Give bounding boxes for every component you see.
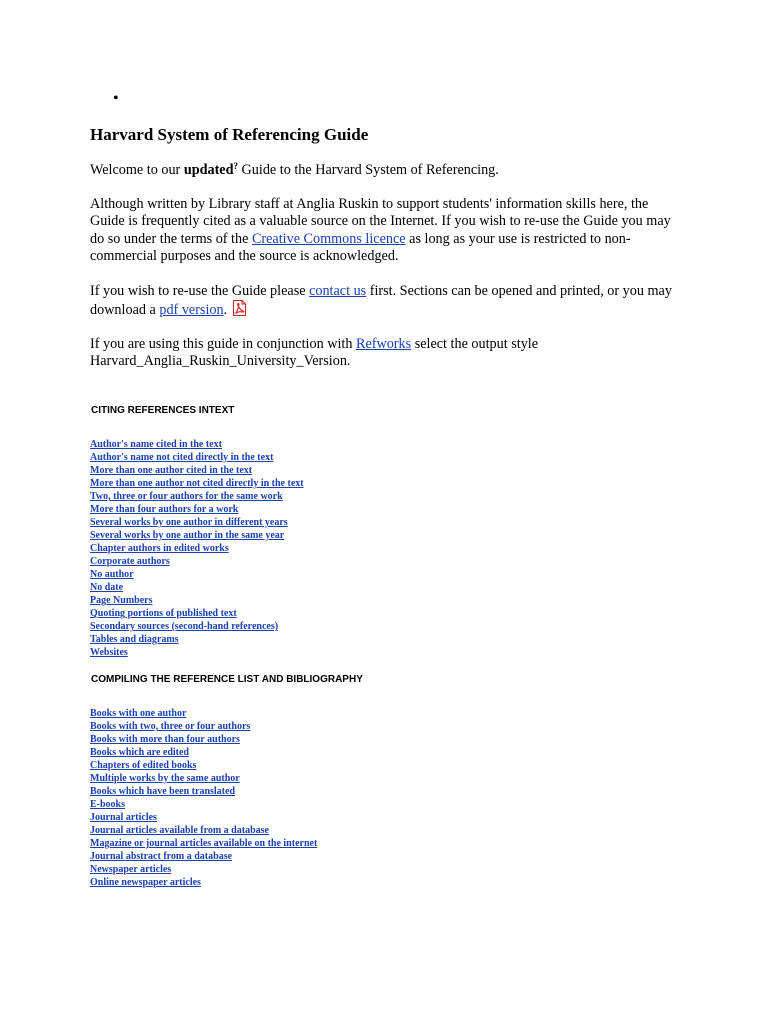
list-item: [90, 796, 317, 809]
creative-commons-link[interactable]: Creative Commons licence: [251, 230, 406, 247]
list-item: [90, 848, 317, 861]
reference-list-link[interactable]: E-books: [90, 799, 126, 810]
refworks-text-after: select the output style Harvard_Anglia_Ruskin_University_Version.: [90, 336, 539, 370]
list-item: [90, 488, 304, 501]
list-item: [90, 705, 317, 718]
pdf-version-link[interactable]: pdf version: [159, 302, 224, 319]
reference-list-link[interactable]: Books which have been translated: [90, 786, 236, 797]
citing-reference-link[interactable]: Corporate authors: [90, 556, 170, 567]
intro-paragraph: [90, 196, 686, 266]
bullet-marker: •: [113, 90, 119, 107]
intro-text-after: as long as your use is restricted to non-commercial purposes and the source is acknowledged.: [90, 230, 631, 265]
list-item: [90, 605, 304, 618]
refworks-link[interactable]: Refworks: [355, 336, 412, 352]
list-item: [90, 644, 304, 657]
reference-list-link[interactable]: Journal abstract from a database: [90, 851, 233, 862]
welcome-text-before: Welcome to our: [90, 162, 184, 178]
citing-reference-link[interactable]: Websites: [90, 647, 128, 658]
list-item: [90, 462, 304, 475]
reference-list-link[interactable]: Multiple works by the same author: [90, 773, 240, 784]
list-item: [90, 553, 304, 566]
refworks-text-before: If you are using this guide in conjunction with: [90, 336, 356, 352]
citing-reference-link[interactable]: No date: [90, 582, 124, 593]
list-item: [90, 744, 317, 757]
citing-reference-link[interactable]: More than one author cited in the text: [90, 465, 253, 476]
list-item: [90, 592, 304, 605]
reference-list-link[interactable]: Books with two, three or four authors: [90, 721, 251, 732]
list-item: [90, 618, 304, 631]
page-title: Harvard System of Referencing Guide: [90, 125, 369, 144]
citing-reference-link[interactable]: No author: [90, 569, 134, 580]
citing-reference-link[interactable]: More than one author not cited directly in the text: [90, 478, 304, 489]
updated-marker: ?: [233, 161, 238, 171]
list-item: [90, 449, 304, 462]
list-item: [90, 514, 304, 527]
pdf-file-icon[interactable]: [232, 300, 247, 321]
reference-list-links: [90, 705, 317, 887]
reference-list-heading: COMPILING THE REFERENCE LIST AND BIBLIOGRAPHY: [91, 674, 363, 685]
refworks-paragraph: [90, 336, 686, 371]
list-item: [90, 770, 317, 783]
reference-list-link[interactable]: Magazine or journal articles available on the internet: [90, 838, 318, 849]
list-item: [90, 874, 317, 887]
list-item: [90, 631, 304, 644]
reference-list-link[interactable]: Journal articles available from a database: [90, 825, 269, 836]
reference-list-link[interactable]: Chapters of edited books: [90, 760, 197, 771]
list-item: [90, 566, 304, 579]
list-item: [90, 475, 304, 488]
citing-reference-link[interactable]: Page Numbers: [90, 595, 153, 606]
citing-reference-link[interactable]: Chapter authors in edited works: [90, 543, 229, 554]
list-item: [90, 540, 304, 553]
reuse-text-before: If you wish to re-use the Guide please: [90, 283, 310, 299]
reuse-text-after: .: [223, 302, 228, 319]
list-item: [90, 718, 317, 731]
reuse-paragraph: [90, 283, 686, 322]
reference-list-link[interactable]: Journal articles: [90, 812, 157, 823]
citing-references-list: [90, 436, 304, 657]
citing-references-heading: CITING REFERENCES INTEXT: [91, 405, 235, 416]
contact-us-link[interactable]: contact us: [309, 283, 367, 299]
citing-reference-link[interactable]: Secondary sources (second-hand references): [90, 621, 279, 632]
list-item: [90, 501, 304, 514]
citing-reference-link[interactable]: Tables and diagrams: [90, 634, 179, 645]
citing-reference-link[interactable]: Author's name cited in the text: [90, 439, 222, 450]
list-item: [90, 757, 317, 770]
welcome-paragraph: [90, 162, 686, 179]
list-item: [90, 579, 304, 592]
list-item: [90, 436, 304, 449]
citing-reference-link[interactable]: More than four authors for a work: [90, 504, 239, 515]
citing-reference-link[interactable]: Several works by one author in the same year: [90, 530, 285, 541]
citing-reference-link[interactable]: Quoting portions of published text: [90, 608, 237, 619]
citing-reference-link[interactable]: Two, three or four authors for the same work: [90, 491, 283, 502]
list-item: [90, 809, 317, 822]
reference-list-link[interactable]: Books with one author: [90, 708, 187, 719]
updated-label: updated: [183, 162, 234, 178]
intro-text-before: Although written by Library staff at Anglia Ruskin to support students' information skills here, the Guide is frequently cited as a valuable source on the Internet. If you wish to re-use the Guide you may do so under the terms of the: [90, 196, 671, 247]
citing-reference-link[interactable]: Several works by one author in different years: [90, 517, 288, 528]
welcome-text-after: Guide to the Harvard System of Referencing.: [238, 162, 499, 178]
list-item: [90, 822, 317, 835]
list-item: [90, 783, 317, 796]
list-item: [90, 835, 317, 848]
reference-list-link[interactable]: Books which are edited: [90, 747, 189, 758]
reference-list-link[interactable]: Books with more than four authors: [90, 734, 240, 745]
list-item: [90, 861, 317, 874]
reference-list-link[interactable]: Online newspaper articles: [90, 877, 201, 888]
reference-list-link[interactable]: Newspaper articles: [90, 864, 172, 875]
citing-reference-link[interactable]: Author's name not cited directly in the text: [90, 452, 274, 463]
list-item: [90, 527, 304, 540]
reuse-text-middle: first. Sections can be opened and printed, or you may download a: [90, 283, 672, 319]
list-item: [90, 731, 317, 744]
